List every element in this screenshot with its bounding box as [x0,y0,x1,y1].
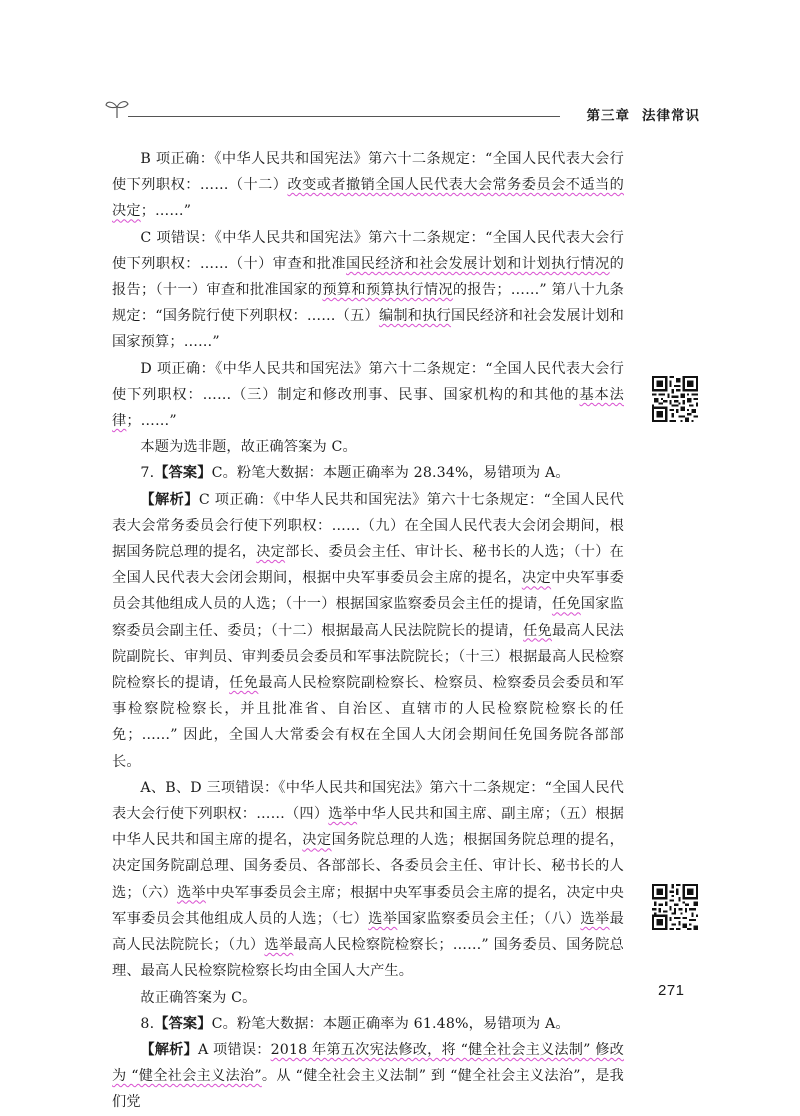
paragraph-q8-answer: 8.【答案】C。粉笔大数据：本题正确率为 61.48%，易错项为 A。 [140,1015,570,1032]
paragraph-d-option: D 项正确：《中华人民共和国宪法》第六十二条规定：“全国人民代表大会行使下列职权：……（三）制定和修改刑事、民事、国家机构的和其他的基本法律；……” [112,360,624,430]
paragraph-q7-analysis: 【解析】C 项正确：《中华人民共和国宪法》第六十七条规定：“全国人民代表大会常务委员会行使下列职权：……（九）在全国人民代表大会闭会期间，根据国务院总理的提名，决定部长、委员会主任、审计长、秘书长的人选；（十）在全国人民代表大会闭会期间，根据中央军事委员会主席的提名，决定中央军事委员会其他组成人员的人选；（十一）根据国家监察委员会主任的提请，任免国家监察委员会副主任、委员；（十二）根据最高人民法院院长的提请，任免最高人民法院副院长、审判员、审判委员会委员和军事法院院长；（十三）根据最高人民检察院检察长的提请，任免最高人民检察院副检察长、检察员、检察委员会委员和军事检察院检察长，并且批准省、自治区、直辖市的人民检察院检察长的任免；……” 因此，全国人大常委会有权在全国人大闭会期间任免国务院各部部长。 [112,491,624,770]
page-header [104,96,700,126]
paragraph-q7-answer: 7.【答案】C。粉笔大数据：本题正确率为 28.34%，易错项为 A。 [140,465,570,482]
paragraph-q7-conclusion: 故正确答案为 C。 [140,989,257,1006]
qr-code-icon[interactable] [652,884,698,930]
paragraph-c-option: C 项错误：《中华人民共和国宪法》第六十二条规定：“全国人民代表大会行使下列职权：……（十）审查和批准国民经济和社会发展计划和计划执行情况的报告；（十一）审查和批准国家的预算和预算执行情况的报告；……” 第八十九条规定：“国务院行使下列职权：……（五）编制和执行国民经济和社会发展计划和国家预算；……” [112,229,624,351]
paragraph-abd-options: A、B、D 三项错误：《中华人民共和国宪法》第六十二条规定：“全国人民代表大会行使下列职权：……（四）选举中华人民共和国主席、副主席；（五）根据中华人民共和国主席的提名，决定国务院总理的人选；根据国务院总理的提名，决定国务院副总理、国务委员、各部部长、各委员会主任、审计长、秘书长的人选；（六）选举中央军事委员会主席；根据中央军事委员会主席的提名，决定中央军事委员会其他组成人员的人选；（七）选举国家监察委员会主任；（八）选举最高人民法院院长；（九）选举最高人民检察院检察长；……” 国务委员、国务院总理、最高人民检察院检察长均由全国人大产生。 [112,779,624,980]
chapter-name: 法律常识 [642,108,700,124]
paragraph-q6-conclusion: 本题为选非题，故正确答案为 C。 [140,439,357,456]
chapter-title [587,104,701,124]
qr-code-icon[interactable] [652,376,698,422]
sprout-icon [104,98,130,120]
chapter-number: 第三章 [586,108,630,124]
paragraph-b-option: B 项正确：《中华人民共和国宪法》第六十二条规定：“全国人民代表大会行使下列职权：……（十二）改变或者撤销全国人民代表大会常务委员会不适当的决定；……” [112,151,624,220]
paragraph-q8-analysis: 【解析】A 项错误：2018 年第五次宪法修改，将 “健全社会主义法制” 修改为 “健全社会主义法治”。从 “健全社会主义法制” 到 “健全社会主义法治”，是我们党 [112,1041,624,1111]
page-number: 271 [658,982,685,999]
header-rule [128,116,560,117]
main-text [112,146,624,1116]
